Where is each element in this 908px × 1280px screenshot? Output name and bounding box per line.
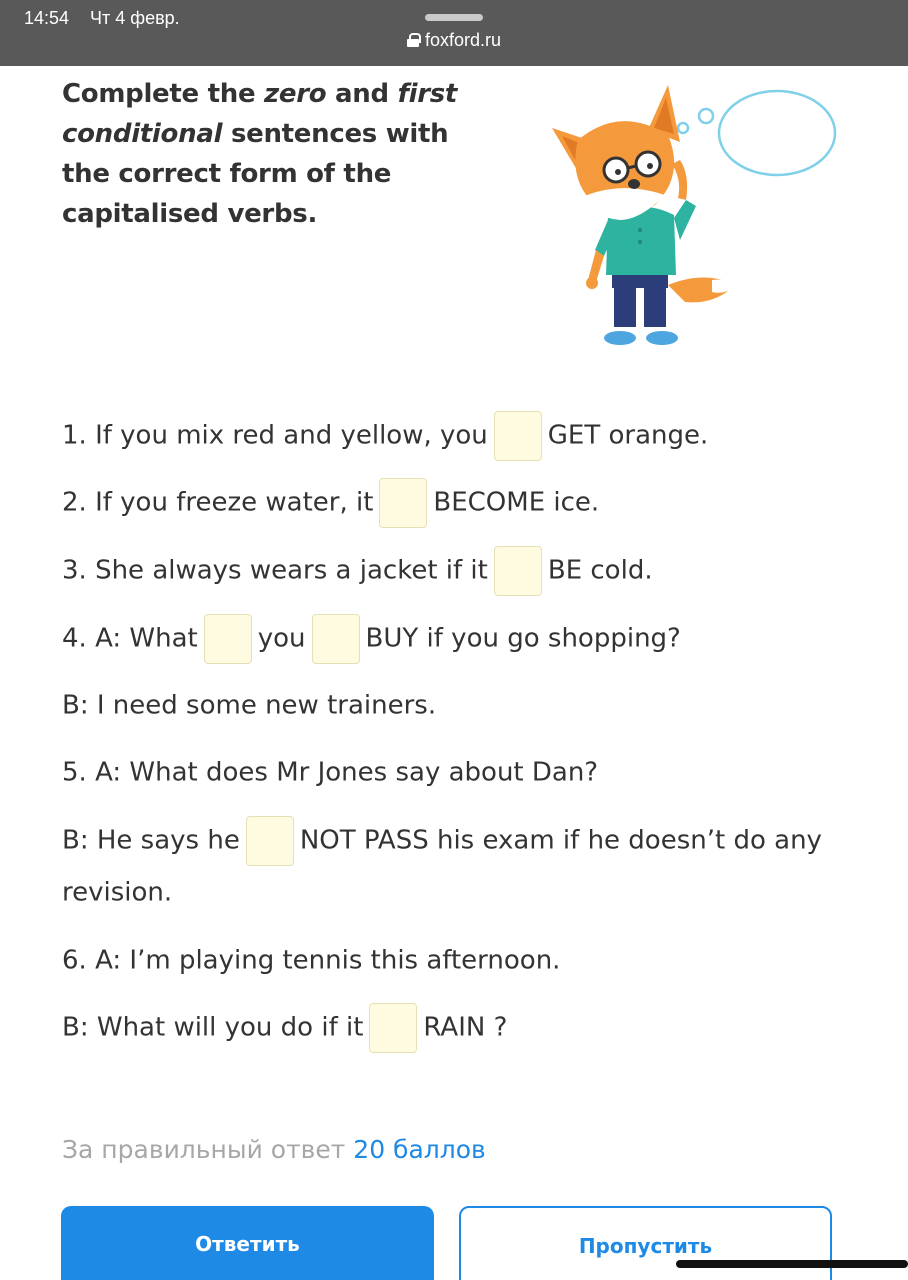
sentence-4a: 4. A: What you BUY if you go shopping? <box>62 613 681 663</box>
sentence-2: 2. If you freeze water, it BECOME ice. <box>62 477 599 527</box>
home-indicator[interactable] <box>676 1260 908 1268</box>
points-label: За правильный ответ <box>62 1135 346 1164</box>
browser-status-bar <box>0 0 908 66</box>
thinking-fox-illustration <box>540 80 840 355</box>
sentence-6b: B: What will you do if it RAIN ? <box>62 1002 507 1052</box>
sentence-5b-continued: revision. <box>62 877 173 908</box>
sentence-5a: 5. A: What does Mr Jones say about Dan? <box>62 757 599 788</box>
answer-gap-4a[interactable] <box>204 614 252 664</box>
sentence-5b: B: He says he NOT PASS his exam if he doesn’t do any <box>62 815 822 865</box>
sentence-3: 3. She always wears a jacket if it BE cold. <box>62 545 653 595</box>
answer-gap-5[interactable] <box>246 816 294 866</box>
answer-gap-6[interactable] <box>369 1003 417 1053</box>
answer-gap-3[interactable] <box>494 546 542 596</box>
lock-icon <box>407 33 419 47</box>
status-time: 14:54 <box>24 8 70 28</box>
task-title: Complete the zero and first conditional sentences with the correct form of the capitalised verbs. <box>62 79 458 229</box>
sentence-4b: B: I need some new trainers. <box>62 690 437 721</box>
answer-gap-1[interactable] <box>494 411 542 461</box>
answer-gap-2[interactable] <box>379 478 427 528</box>
points-info <box>62 1135 486 1164</box>
sentence-6a: 6. A: I’m playing tennis this afternoon. <box>62 945 561 976</box>
answer-button[interactable]: Ответить <box>61 1206 434 1280</box>
points-value: 20 баллов <box>353 1135 486 1164</box>
status-date: Чт 4 февр. <box>90 8 180 28</box>
skip-button[interactable]: Пропустить <box>459 1206 832 1280</box>
answer-gap-4b[interactable] <box>312 614 360 664</box>
window-grabber[interactable] <box>425 14 483 21</box>
address-bar[interactable] <box>0 30 908 51</box>
sentence-1: 1. If you mix red and yellow, you GET orange. <box>62 410 708 460</box>
url-text: foxford.ru <box>424 30 502 50</box>
